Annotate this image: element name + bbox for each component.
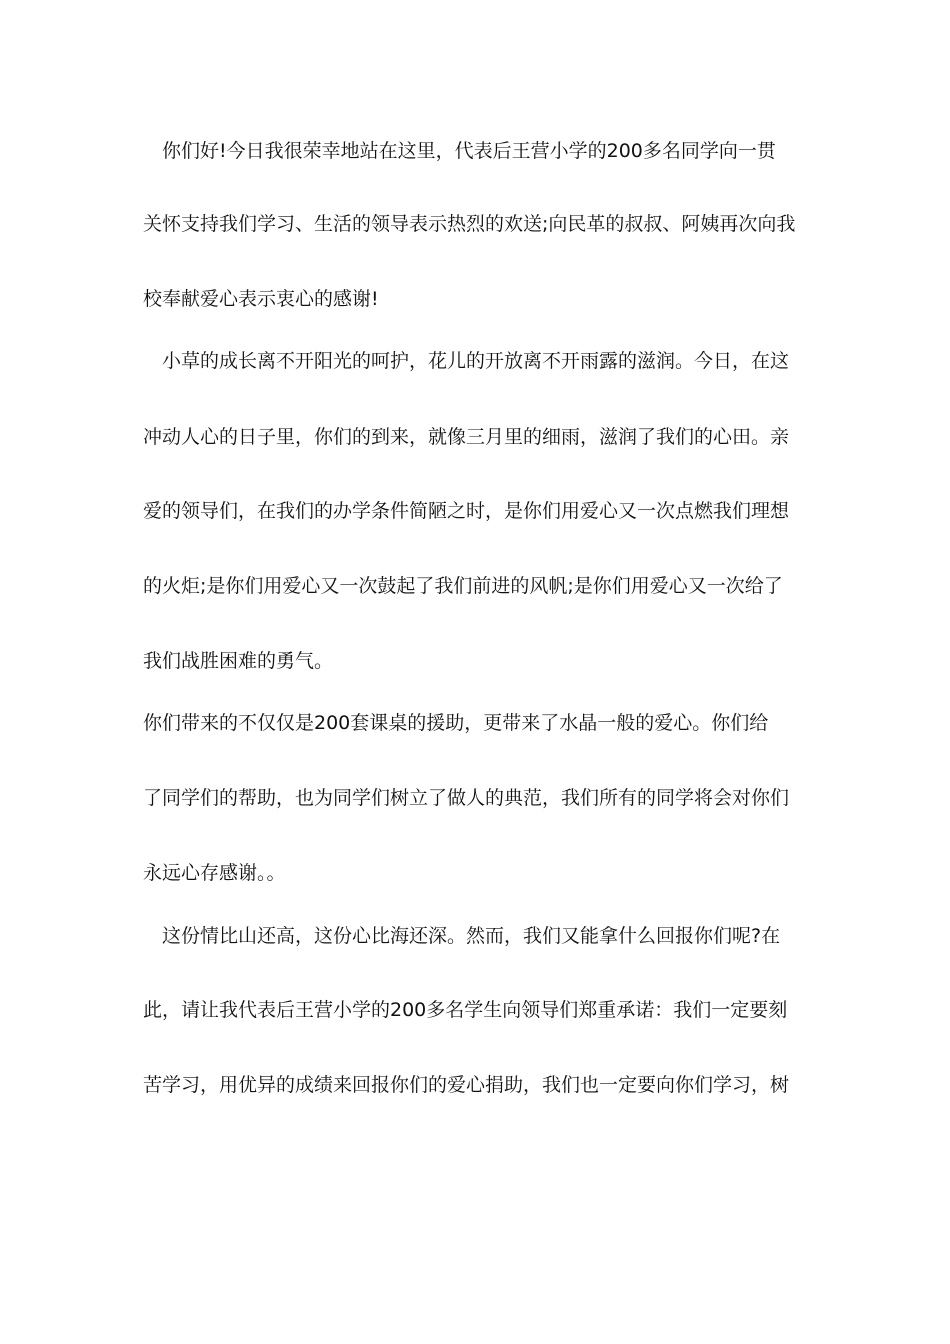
text-line: 冲动人心的日子里，你们的到来，就像三月里的细雨，滋润了我们的心田。亲 xyxy=(143,426,790,448)
text-line: 你们带来的不仅仅是200套课桌的援助，更带来了水晶一般的爱心。你们给 xyxy=(143,712,769,734)
text-line: 小草的成长离不开阳光的呵护，花儿的开放离不开雨露的滋润。今日，在这 xyxy=(143,350,790,372)
text-line: 爱的领导们，在我们的办学条件简陋之时，是你们用爱心又一次点燃我们理想 xyxy=(143,500,790,522)
text-line: 此，请让我代表后王营小学的200多名学生向领导们郑重承诺：我们一定要刻 xyxy=(143,999,788,1021)
text-line: 苦学习，用优异的成绩来回报你们的爱心捐助，我们也一定要向你们学习，树 xyxy=(143,1074,790,1096)
text-line: 我们战胜困难的勇气。 xyxy=(143,650,334,672)
text-line: 你们好!今日我很荣幸地站在这里，代表后王营小学的200多名同学向一贯 xyxy=(143,140,776,162)
text-line: 关怀支持我们学习、生活的领导表示热烈的欢送;向民革的叔叔、阿姨再次向我 xyxy=(143,213,796,235)
text-line: 永远心存感谢。。 xyxy=(143,862,286,884)
text-line: 这份情比山还高，这份心比海还深。然而，我们又能拿什么回报你们呢?在 xyxy=(143,925,781,947)
text-line: 校奉献爱心表示衷心的感谢! xyxy=(143,288,379,310)
text-line: 的火炬;是你们用爱心又一次鼓起了我们前进的风帆;是你们用爱心又一次给了 xyxy=(143,575,783,597)
text-line: 了同学们的帮助，也为同学们树立了做人的典范，我们所有的同学将会对你们 xyxy=(143,787,790,809)
